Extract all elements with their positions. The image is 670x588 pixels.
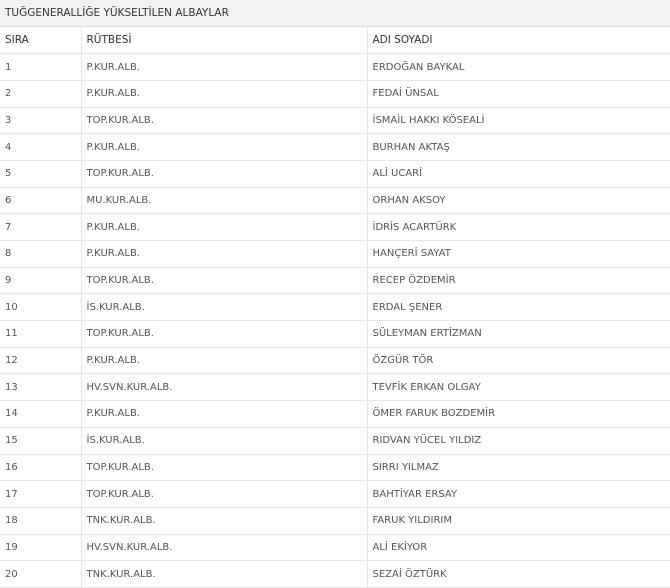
cell-sira: 5 (0, 160, 81, 187)
cell-rutbe: TOP.KUR.ALB. (81, 160, 367, 187)
cell-sira: 12 (0, 347, 81, 374)
cell-rutbe: TNK.KUR.ALB. (81, 561, 367, 588)
cell-sira: 17 (0, 481, 81, 508)
cell-ad-soyad: ERDAL ŞENER (367, 294, 670, 321)
cell-ad-soyad: HANÇERİ SAYAT (367, 241, 670, 268)
column-header-ad-soyad: ADI SOYADI (367, 27, 670, 54)
cell-ad-soyad: BAHTİYAR ERSAY (367, 481, 670, 508)
cell-sira: 16 (0, 454, 81, 481)
cell-rutbe: TOP.KUR.ALB. (81, 481, 367, 508)
cell-rutbe: TNK.KUR.ALB. (81, 507, 367, 534)
cell-rutbe: İS.KUR.ALB. (81, 427, 367, 454)
cell-rutbe: P.KUR.ALB. (81, 401, 367, 428)
cell-ad-soyad: RIDVAN YÜCEL YILDIZ (367, 427, 670, 454)
cell-ad-soyad: SÜLEYMAN ERTİZMAN (367, 321, 670, 348)
cell-rutbe: P.KUR.ALB. (81, 54, 367, 81)
promotions-table (0, 27, 670, 588)
table-header-row (0, 27, 670, 54)
cell-ad-soyad: ÖZGÜR TÖR (367, 347, 670, 374)
cell-rutbe: HV.SVN.KUR.ALB. (81, 374, 367, 401)
table-body (0, 54, 670, 588)
cell-rutbe: TOP.KUR.ALB. (81, 454, 367, 481)
cell-rutbe: İS.KUR.ALB. (81, 294, 367, 321)
cell-ad-soyad: FEDAİ ÜNSAL (367, 80, 670, 107)
cell-sira: 11 (0, 321, 81, 348)
cell-sira: 8 (0, 241, 81, 268)
cell-sira: 20 (0, 561, 81, 588)
table-row (0, 267, 670, 294)
table-row (0, 401, 670, 428)
cell-ad-soyad: RECEP ÖZDEMİR (367, 267, 670, 294)
cell-sira: 7 (0, 214, 81, 241)
table-row (0, 561, 670, 588)
cell-rutbe: P.KUR.ALB. (81, 347, 367, 374)
table-row (0, 507, 670, 534)
cell-ad-soyad: SEZAİ ÖZTÜRK (367, 561, 670, 588)
table-row (0, 214, 670, 241)
cell-sira: 13 (0, 374, 81, 401)
table-row (0, 107, 670, 134)
cell-rutbe: P.KUR.ALB. (81, 241, 367, 268)
table-row (0, 241, 670, 268)
cell-ad-soyad: ALİ UCARİ (367, 160, 670, 187)
cell-sira: 10 (0, 294, 81, 321)
cell-sira: 4 (0, 134, 81, 161)
cell-sira: 2 (0, 80, 81, 107)
table-row (0, 374, 670, 401)
cell-ad-soyad: ERDOĞAN BAYKAL (367, 54, 670, 81)
cell-rutbe: P.KUR.ALB. (81, 214, 367, 241)
table-title-text: TUĞGENERALLİĞE YÜKSELTİLEN ALBAYLAR (5, 7, 229, 19)
cell-ad-soyad: TEVFİK ERKAN OLGAY (367, 374, 670, 401)
cell-rutbe: P.KUR.ALB. (81, 80, 367, 107)
cell-sira: 6 (0, 187, 81, 214)
cell-ad-soyad: ORHAN AKSOY (367, 187, 670, 214)
cell-rutbe: P.KUR.ALB. (81, 134, 367, 161)
cell-sira: 1 (0, 54, 81, 81)
cell-ad-soyad: SIRRI YILMAZ (367, 454, 670, 481)
cell-rutbe: MU.KUR.ALB. (81, 187, 367, 214)
table-row (0, 54, 670, 81)
table-row (0, 294, 670, 321)
cell-ad-soyad: BURHAN AKTAŞ (367, 134, 670, 161)
cell-ad-soyad: ALİ EKİYOR (367, 534, 670, 561)
cell-sira: 19 (0, 534, 81, 561)
cell-sira: 9 (0, 267, 81, 294)
cell-rutbe: HV.SVN.KUR.ALB. (81, 534, 367, 561)
cell-ad-soyad: İSMAİL HAKKI KÖSEALİ (367, 107, 670, 134)
column-header-sira: SIRA (0, 27, 81, 54)
table-row (0, 427, 670, 454)
table-row (0, 134, 670, 161)
table-row (0, 187, 670, 214)
table-row (0, 454, 670, 481)
cell-sira: 3 (0, 107, 81, 134)
table-row (0, 80, 670, 107)
table-row (0, 321, 670, 348)
column-header-rutbe: RÜTBESİ (81, 27, 367, 54)
cell-sira: 14 (0, 401, 81, 428)
table-row (0, 347, 670, 374)
cell-sira: 15 (0, 427, 81, 454)
table-title (0, 0, 670, 27)
cell-rutbe: TOP.KUR.ALB. (81, 267, 367, 294)
table-row (0, 481, 670, 508)
cell-rutbe: TOP.KUR.ALB. (81, 107, 367, 134)
cell-ad-soyad: İDRİS ACARTÜRK (367, 214, 670, 241)
cell-ad-soyad: FARUK YILDIRIM (367, 507, 670, 534)
table-row (0, 534, 670, 561)
cell-sira: 18 (0, 507, 81, 534)
cell-rutbe: TOP.KUR.ALB. (81, 321, 367, 348)
cell-ad-soyad: ÖMER FARUK BOZDEMİR (367, 401, 670, 428)
table-row (0, 160, 670, 187)
